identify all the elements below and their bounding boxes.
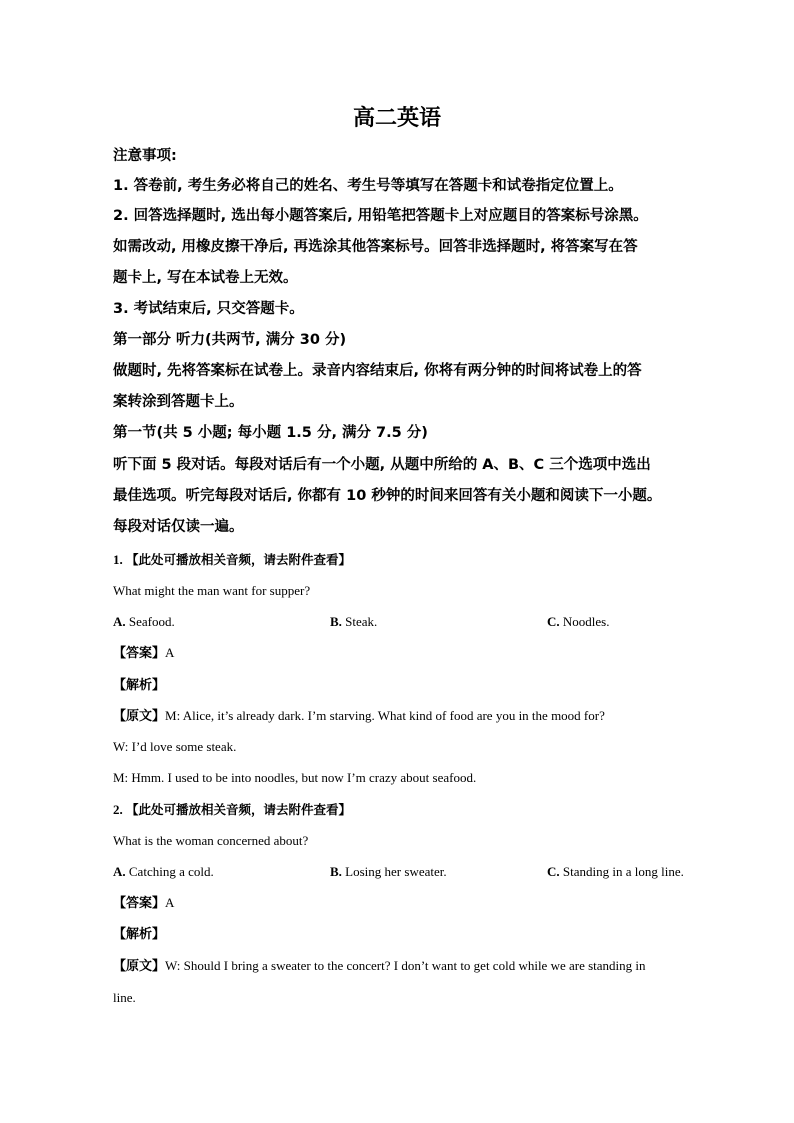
section1-heading: 第一节(共 5 小题; 每小题 1.5 分, 满分 7.5 分) xyxy=(113,425,428,441)
question-number: 1. xyxy=(113,552,123,567)
question-1-analysis xyxy=(113,676,165,695)
notes-line-4: 题卡上, 写在本试卷上无效。 xyxy=(113,270,298,286)
part1-heading: 第一部分 听力(共两节, 满分 30 分) xyxy=(113,332,347,348)
question-2-audio-note xyxy=(113,801,351,819)
question-2-transcript-line-1 xyxy=(113,957,646,976)
question-1-option-a xyxy=(113,613,175,631)
option-letter: B. xyxy=(330,614,342,629)
section1-instruction-2: 最佳选项。听完每段对话后, 你都有 10 秒钟的时间来回答有关小题和阅读下一小题。 xyxy=(113,488,662,504)
question-1-audio-note xyxy=(113,551,351,569)
question-2-text: What is the woman concerned about? xyxy=(113,833,309,848)
page-title: 高二英语 xyxy=(352,105,441,131)
transcript-label: 【原文】 xyxy=(113,959,166,974)
question-2-option-a xyxy=(113,863,214,881)
audio-note[interactable]: 【此处可播放相关音频，请去附件查看】 xyxy=(126,802,352,817)
notes-line-1: 1. 答卷前, 考生务必将自己的姓名、考生号等填写在答题卡和试卷指定位置上。 xyxy=(113,178,623,194)
question-1-answer xyxy=(113,644,174,663)
option-letter: B. xyxy=(330,864,342,879)
option-letter: C. xyxy=(547,864,560,879)
option-text: Standing in a long line. xyxy=(559,864,684,879)
question-1-option-c xyxy=(547,613,609,631)
option-letter: C. xyxy=(547,614,560,629)
question-1-transcript-line-2: W: I’d love some steak. xyxy=(113,739,237,754)
question-1-transcript-line-1 xyxy=(113,707,605,726)
question-2-option-c xyxy=(547,863,684,881)
part1-instruction-1: 做题时, 先将答案标在试卷上。录音内容结束后, 你将有两分钟的时间将试卷上的答 xyxy=(113,363,642,379)
question-2-transcript-line-2: line. xyxy=(113,990,136,1005)
answer-value: A xyxy=(165,645,175,660)
answer-label: 【答案】 xyxy=(113,646,166,661)
option-text: Catching a cold. xyxy=(125,864,214,879)
section1-instruction-3: 每段对话仅读一遍。 xyxy=(113,519,244,535)
analysis-label: 【解析】 xyxy=(113,678,166,693)
notes-line-3: 如需改动, 用橡皮擦干净后, 再选涂其他答案标号。回答非选择题时, 将答案写在答 xyxy=(113,239,638,255)
answer-label: 【答案】 xyxy=(113,896,166,911)
notes-heading: 注意事项: xyxy=(113,148,177,164)
analysis-label: 【解析】 xyxy=(113,927,166,942)
answer-value: A xyxy=(165,895,175,910)
option-text: Noodles. xyxy=(559,614,610,629)
audio-note[interactable]: 【此处可播放相关音频，请去附件查看】 xyxy=(126,552,352,567)
question-1-transcript-line-3: M: Hmm. I used to be into noodles, but now I’m crazy about seafood. xyxy=(113,770,477,785)
option-text: Seafood. xyxy=(125,614,175,629)
question-2-option-b xyxy=(330,863,447,881)
option-text: Steak. xyxy=(341,614,378,629)
option-letter: A. xyxy=(113,614,126,629)
option-letter: A. xyxy=(113,864,126,879)
notes-line-2: 2. 回答选择题时, 选出每小题答案后, 用铅笔把答题卡上对应题目的答案标号涂黑。 xyxy=(113,208,648,224)
question-1-text: What might the man want for supper? xyxy=(113,583,311,598)
part1-instruction-2: 案转涂到答题卡上。 xyxy=(113,394,244,410)
transcript-label: 【原文】 xyxy=(113,709,166,724)
transcript-text: W: Should I bring a sweater to the concert? I don’t want to get cold while we are standing in xyxy=(165,958,646,973)
option-text: Losing her sweater. xyxy=(341,864,447,879)
section1-instruction-1: 听下面 5 段对话。每段对话后有一个小题, 从题中所给的 A、B、C 三个选项中选出 xyxy=(113,457,651,473)
question-2-answer xyxy=(113,894,174,913)
transcript-text: M: Alice, it’s already dark. I’m starving. What kind of food are you in the mood for? xyxy=(165,708,605,723)
notes-line-5: 3. 考试结束后, 只交答题卡。 xyxy=(113,301,304,317)
question-1-option-b xyxy=(330,613,377,631)
question-2-analysis xyxy=(113,925,165,944)
question-number: 2. xyxy=(113,802,123,817)
